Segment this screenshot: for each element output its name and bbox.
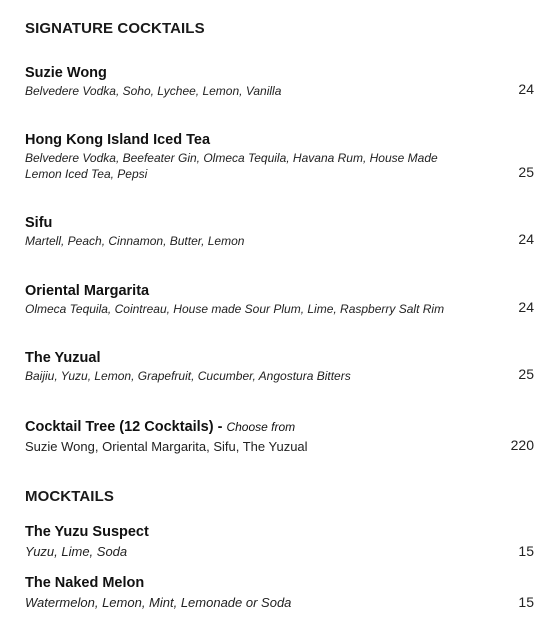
- menu-item-sifu: [25, 215, 534, 249]
- item-description-line-1: Belvedere Vodka, Beefeater Gin, Olmeca Tequila, Havana Rum, House Made: [25, 151, 438, 165]
- menu-item-the-yuzu-suspect: [25, 524, 534, 560]
- item-price: 15: [518, 594, 534, 610]
- item-name: Cocktail Tree (12 Cocktails) -: [25, 419, 223, 435]
- item-description: Martell, Peach, Cinnamon, Butter, Lemon: [25, 234, 245, 248]
- menu-item-hong-kong-island-iced-tea: [25, 132, 534, 182]
- item-price: 24: [518, 81, 534, 97]
- item-description: Yuzu, Lime, Soda: [25, 544, 128, 559]
- item-name: Oriental Margarita: [25, 283, 150, 299]
- item-name: The Yuzual: [25, 350, 101, 366]
- item-description: Watermelon, Lemon, Mint, Lemonade or Soda: [25, 595, 292, 610]
- choose-from-note: Choose from: [226, 420, 296, 434]
- menu-item-cocktail-tree: [25, 419, 534, 455]
- mocktails-heading: MOCKTAILS: [25, 488, 114, 505]
- item-price: 25: [518, 366, 534, 382]
- item-description: Baijiu, Yuzu, Lemon, Grapefruit, Cucumber, Angostura Bitters: [25, 369, 351, 383]
- menu-item-oriental-margarita: [25, 283, 534, 317]
- item-price: 25: [518, 164, 534, 180]
- item-name: Suzie Wong: [25, 65, 107, 81]
- item-name: The Yuzu Suspect: [25, 524, 149, 540]
- item-name: Sifu: [25, 215, 53, 231]
- item-name: The Naked Melon: [25, 575, 145, 591]
- menu-item-suzie-wong: [25, 65, 534, 99]
- item-price: 15: [518, 543, 534, 559]
- item-price: 220: [510, 437, 534, 453]
- item-description: Belvedere Vodka, Soho, Lychee, Lemon, Vanilla: [25, 84, 282, 98]
- item-price: 24: [518, 231, 534, 247]
- item-price: 24: [518, 299, 534, 315]
- item-description: Olmeca Tequila, Cointreau, House made Sour Plum, Lime, Raspberry Salt Rim: [25, 302, 445, 316]
- item-name-line: [25, 419, 534, 436]
- item-name: Hong Kong Island Iced Tea: [25, 132, 211, 148]
- signature-cocktails-heading: SIGNATURE COCKTAILS: [25, 20, 205, 37]
- item-options-list: Suzie Wong, Oriental Margarita, Sifu, The Yuzual: [25, 439, 308, 454]
- item-description-line-2: Lemon Iced Tea, Pepsi: [25, 167, 148, 181]
- menu-item-the-naked-melon: [25, 575, 534, 611]
- menu-item-the-yuzual: [25, 350, 534, 384]
